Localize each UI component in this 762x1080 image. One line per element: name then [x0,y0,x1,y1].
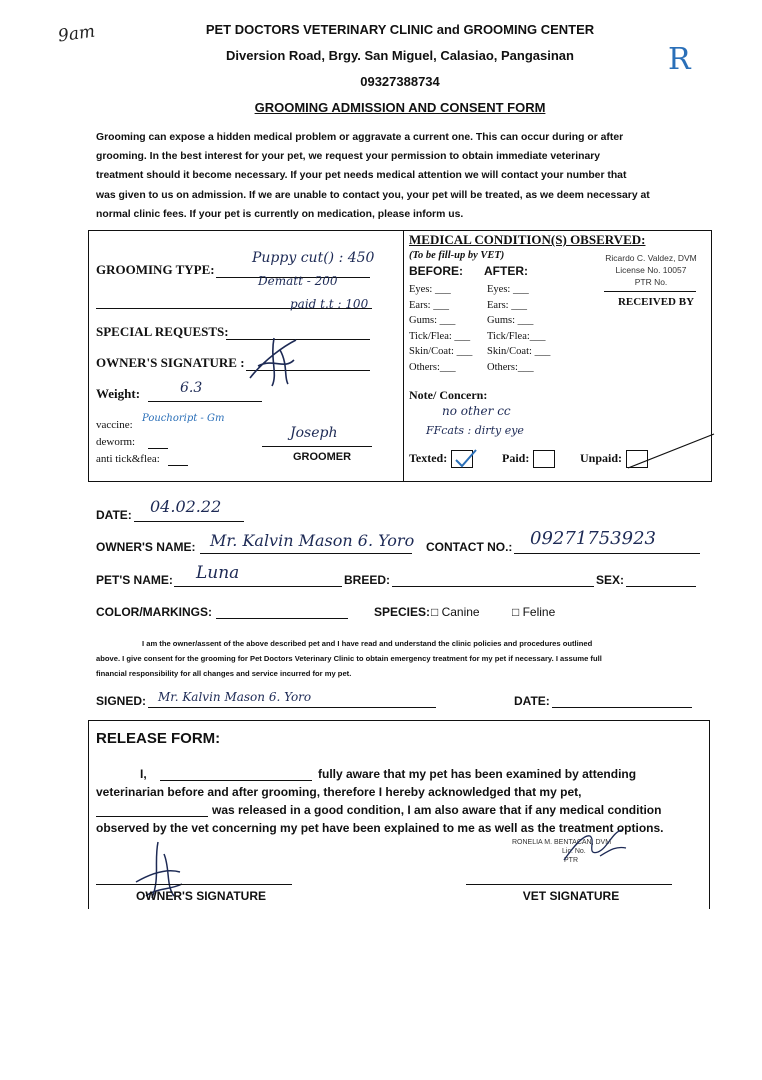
after-row: Skin/Coat: ___ [487,346,551,357]
date-value: 04.02.22 [150,497,222,516]
grooming-type-value-3: paid t.t : 100 [290,297,369,311]
stamp-license: License No. 10057 [615,265,687,275]
date-line [134,521,244,522]
pets-name-label: PET'S NAME: [96,573,173,587]
row-label: Ears: [409,299,431,311]
breed-label: BREED: [344,573,391,587]
row-label: Others: [409,361,440,373]
release-name-line [160,780,312,781]
vet-signature-label: VET SIGNATURE [522,889,620,903]
owner-release-signature-label: OWNER'S SIGNATURE [136,889,266,903]
vet-sign-line [466,884,672,885]
weight-value: 6.3 [180,380,203,396]
weight-label: Weight: [96,386,141,401]
release-pet-line [96,816,208,817]
row-label: Skin/Coat: [409,346,454,357]
clinic-address: Diversion Road, Brgy. San Miguel, Calasiao, Pangasinan [226,48,574,63]
contact-no-label: CONTACT NO.: [426,540,513,554]
species-label: SPECIES: [374,605,431,619]
owners-name-line [200,553,412,554]
vet-stamp [596,252,706,288]
note-value-2: FFcats : dirty eye [426,424,524,437]
before-row: Tick/Flea: ___ [409,330,471,342]
release-title: RELEASE FORM: [96,730,221,747]
release-line3: was released in a good condition, I am also aware that if any medical condition [212,803,662,817]
feline-option[interactable]: □ Feline [512,605,556,619]
consent-date-label: DATE: [514,694,550,708]
deworm-line [148,448,168,449]
release-line2: veterinarian before and after grooming, therefore I hereby acknowledged that my pet, [96,785,582,799]
owners-signature-label: OWNER'S SIGNATURE : [96,355,245,370]
row-label: Gums: [487,315,516,326]
row-label: Gums: [409,315,438,326]
before-row: Eyes: ___ [409,284,451,295]
after-row: Others:___ [487,361,534,373]
consent-line: above. I give consent for the grooming for Pet Doctors Veterinary Clinic to obtain emergency treatment for my pet if necessary. I assume full [96,654,602,663]
groomer-line [262,446,372,447]
grooming-type-label: GROOMING TYPE: [96,262,215,277]
vaccine-label: vaccine: [96,419,133,431]
owner-signature-scribble-icon [244,330,304,390]
before-row: Others:___ [409,361,456,373]
sex-label: SEX: [596,573,625,587]
row-label: Tick/Flea: [487,330,530,342]
row-label: Eyes: [409,284,433,295]
color-line [216,618,348,619]
texted-label: Texted: [409,450,448,465]
check-mark-icon [452,448,482,470]
form-title: GROOMING ADMISSION AND CONSENT FORM [254,100,546,115]
signed-value: Mr. Kalvin Mason 6. Yoro [158,690,312,704]
grooming-type-value-2: Dematt - 200 [258,274,338,288]
before-label: BEFORE: [409,264,463,278]
before-row: Gums: ___ [409,315,456,326]
unpaid-slash-icon [626,430,718,470]
sex-line [626,586,696,587]
release-stamp-ptr: PTR [564,857,578,864]
before-row: Ears: ___ [409,299,449,311]
before-row: Skin/Coat: ___ [409,346,473,357]
signed-label: SIGNED: [96,694,147,708]
row-label: Tick/Flea: [409,330,452,342]
groomer-signature: Joseph [290,425,338,441]
medical-subtitle: (To be fill-up by VET) [409,250,505,261]
row-label: Eyes: [487,284,511,295]
anti-tick-line [168,465,188,466]
vaccine-value: Pouchoript - Gm [142,413,225,424]
release-stamp-lic: Lic. No. [562,848,586,855]
groomer-label: GROOMER [292,451,352,463]
intro-paragraph [96,128,706,224]
medical-title: MEDICAL CONDITION(S) OBSERVED: [409,232,646,247]
canine-option[interactable]: □ Canine [431,605,480,619]
row-label: Others: [487,361,518,373]
pets-name-line [174,586,342,587]
release-line1: fully aware that my pet has been examined by attending [318,767,637,781]
after-label: AFTER: [484,264,528,278]
paid-box[interactable] [533,450,555,468]
paid-label: Paid: [502,450,530,465]
special-requests-label: SPECIAL REQUESTS: [96,324,229,339]
anti-tick-label: anti tick&flea: [96,453,160,465]
vet-signature-scribble-icon [560,826,630,866]
clinic-phone: 09327388734 [360,74,440,89]
after-row: Eyes: ___ [487,284,529,295]
before-list [409,282,472,375]
owners-name-value: Mr. Kalvin Mason 6. Yoro [210,531,415,550]
consent-date-line [552,707,692,708]
corner-mark: R [668,42,691,77]
color-label: COLOR/MARKINGS: [96,605,212,619]
box-divider [403,230,404,482]
row-label: Ears: [487,299,509,311]
breed-line [392,586,594,587]
pets-name-value: Luna [196,563,240,583]
stamp-ptr: PTR No. [634,277,668,287]
unpaid-label: Unpaid: [580,450,623,465]
intro-line: Grooming can expose a hidden medical problem or aggravate a current one. This can occur during or after [96,132,624,143]
row-label: Skin/Coat: [487,346,532,357]
intro-line: treatment should it become necessary. If your pet needs medical attention we will contact your number that [96,170,627,182]
received-by-line [604,291,696,292]
intro-line: was given to us on admission. If we are unable to contact you, your pet will be treated, as we deem necessary at [96,189,650,201]
owner-release-sign-line [96,884,292,885]
release-i: I, [140,767,147,781]
after-list [487,282,550,375]
consent-paragraph [96,636,706,681]
contact-no-value: 09271753923 [530,528,656,549]
after-row: Tick/Flea:___ [487,330,546,342]
after-row: Ears: ___ [487,299,527,311]
intro-line: grooming. In the best interest for your pet, we request your permission to obtain immediate veterinary [96,151,601,163]
consent-line: I am the owner/assent of the above described pet and I have read and understand the clinic policies and procedures outlined [142,639,593,648]
clinic-name: PET DOCTORS VETERINARY CLINIC and GROOMING CENTER [205,22,595,37]
signed-line [148,707,436,708]
release-line4: observed by the vet concerning my pet have been explained to me as well as the treatment options. [96,821,664,835]
stamp-name: Ricardo C. Valdez, DVM [605,253,697,263]
date-label: DATE: [96,508,132,522]
note-label: Note/ Concern: [409,388,488,402]
contact-no-line [514,553,700,554]
consent-line: financial responsibility for all changes and service incurred for my pet. [96,669,352,678]
intro-line: normal clinic fees. If your pet is currently on medication, please inform us. [96,208,464,220]
received-by-label: RECEIVED BY [617,296,695,308]
paid-checkbox[interactable] [502,450,555,468]
note-value-1: no other cc [442,404,511,418]
deworm-label: deworm: [96,436,136,448]
grooming-type-value-1: Puppy cut() : 450 [252,250,375,266]
release-stamp-name: RONELIA M. BENTACAN, DVM [512,839,612,846]
owners-name-label: OWNER'S NAME: [96,540,196,554]
time-note: 9am [56,21,97,47]
weight-line [148,401,262,402]
after-row: Gums: ___ [487,315,534,326]
